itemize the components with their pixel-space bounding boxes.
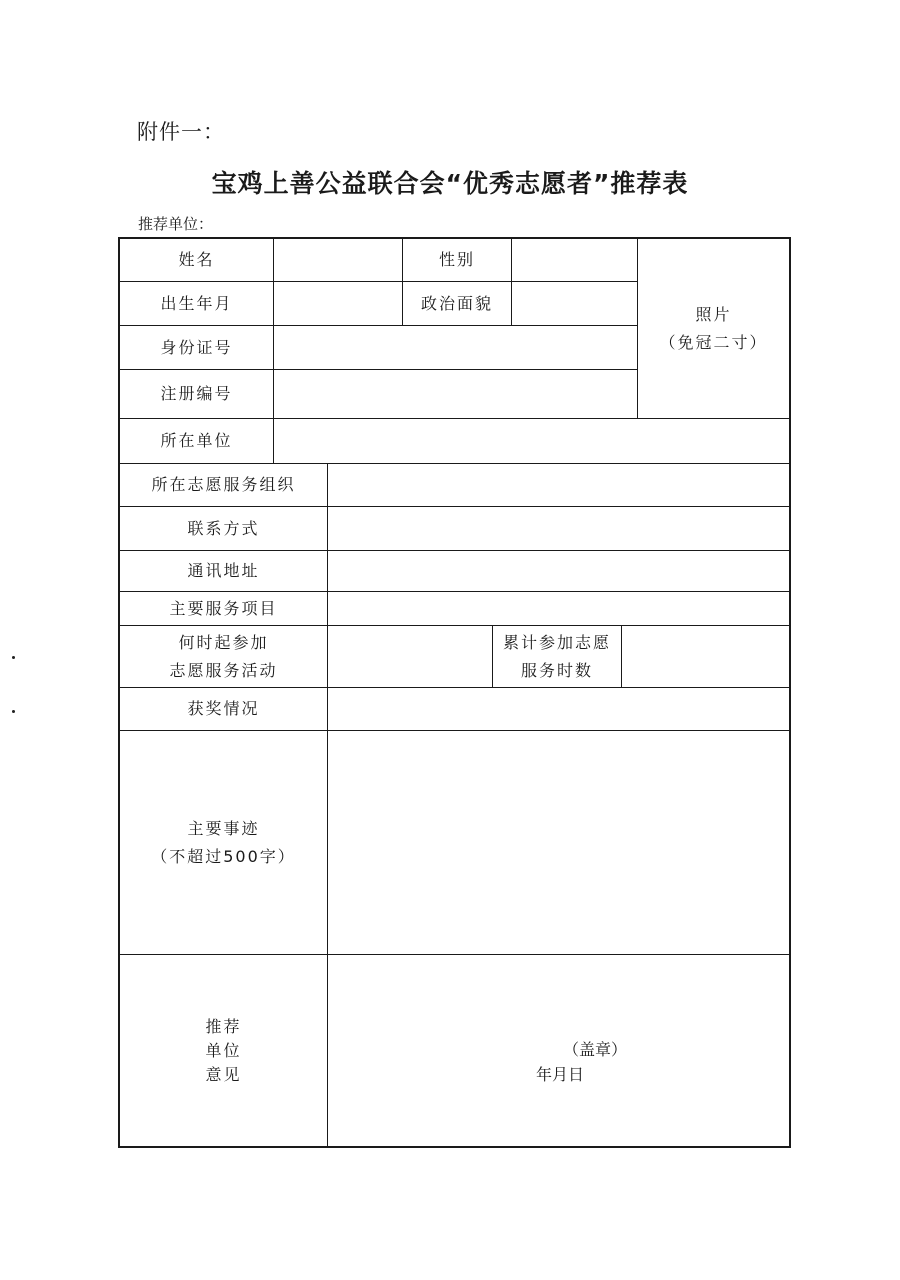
deeds-limit-note: （不超过500字） [151,846,296,866]
opinion-label-line1: 推荐 [205,1016,242,1036]
awards-field[interactable] [328,688,789,730]
birth-label: 出生年月 [160,293,233,313]
awards-label: 获奖情况 [187,699,260,718]
start-time-label [120,626,327,687]
table-border-right [789,237,791,1148]
total-hours-field[interactable] [622,626,789,687]
scan-mark [12,710,15,713]
opinion-label [120,955,327,1146]
deeds-label-line1: 主要事迹 [187,818,260,838]
start-time-label-line2: 志愿服务活动 [169,660,278,680]
address-field[interactable] [328,551,789,591]
contact-label: 联系方式 [187,518,260,538]
opinion-label-line3: 意见 [205,1064,242,1084]
photo-size-note: （免冠二寸） [659,332,768,352]
address-label: 通讯地址 [187,561,260,580]
political-label: 政治面貌 [420,293,493,313]
seal-note: （盖章） [562,1040,627,1059]
birth-field[interactable] [274,282,402,325]
total-hours-label-line1: 累计参加志愿 [502,632,611,652]
total-hours-label-line2: 服务时数 [520,660,593,680]
name-field[interactable] [274,239,402,281]
main-projects-field[interactable] [328,592,789,625]
registration-label: 注册编号 [160,384,233,403]
gender-label: 性别 [438,250,475,269]
political-field[interactable] [512,282,637,325]
id-number-field[interactable] [274,326,637,369]
deeds-field[interactable] [328,731,789,954]
photo-box[interactable] [638,239,789,418]
id-number-label: 身份证号 [160,337,233,357]
opinion-label-line2: 单位 [205,1040,242,1060]
work-unit-field[interactable] [274,419,789,463]
attachment-label: 附件一： [137,120,225,144]
work-unit-label: 所在单位 [160,431,233,450]
date-note: 年月日 [535,1065,584,1084]
total-hours-label [493,626,621,687]
photo-label: 照片 [695,304,732,324]
name-label: 姓名 [178,250,215,269]
table-border-bottom [118,1146,791,1148]
contact-field[interactable] [328,507,789,550]
gender-field[interactable] [512,239,637,281]
deeds-label [120,731,327,954]
volunteer-org-field[interactable] [328,464,789,506]
volunteer-org-label: 所在志愿服务组织 [151,475,296,494]
recommend-unit-label: 推荐单位： [138,215,214,233]
registration-field[interactable] [274,370,637,418]
main-projects-label: 主要服务项目 [169,598,278,618]
form-title: 宝鸡上善公益联合会“优秀志愿者”推荐表 [211,169,689,198]
scan-mark [12,656,15,659]
start-time-label-line1: 何时起参加 [178,632,269,652]
start-time-field[interactable] [328,626,492,687]
